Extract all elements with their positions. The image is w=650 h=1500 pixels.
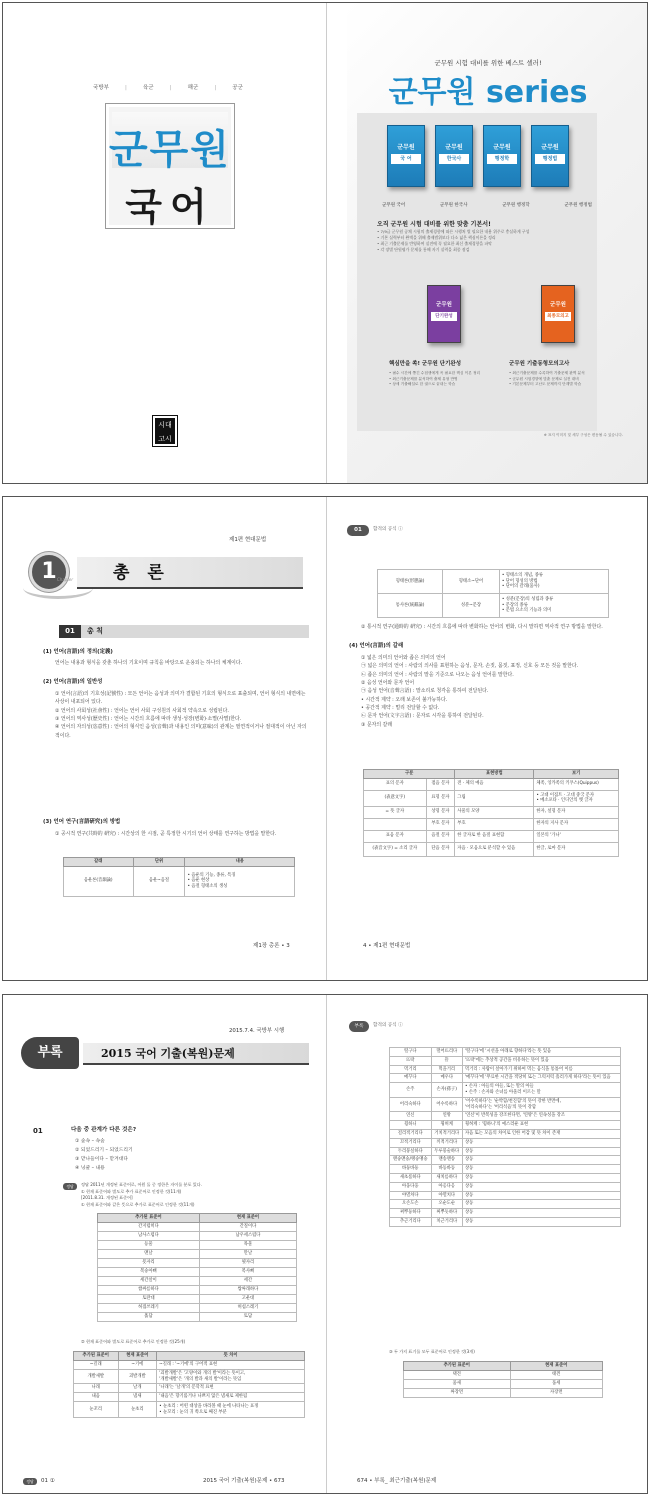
cover-series-meta: 국방부 | 육군 | 해군 | 공군 <box>93 85 243 91</box>
meta-item: 육군 <box>142 85 154 91</box>
paragraph-list: ① 넓은 의미의 언어와 좁은 의미의 언어 ㉠ 넓은 의미의 언어 : 사람의 의사를 표현하는 음성, 문자, 손짓, 몸짓, 표정, 신호 등 모든 것을 말한다. ㉡ 좁은 의미의 언어 : 사람의 말을 기준으로 나오는 음성 언어를 말한다. ② 음성 언어와 문자 언어 ㉠ 음성 언어(音聲言語) : 말소리로 청각을 통하여 전달된다. • 시간적 제약 : 오래 보존이 불가능하다. • 공간적 제약 : 멀리 전달할 수 없다. ㉡ 문자 언어(文字言語) : 문자로 시각을 통하여 전달된다. ③ 문자의 갈래 <box>361 655 579 728</box>
answer-option: ③ 맏나들이다 – 맏겨대다 <box>75 1157 128 1162</box>
table-header: 현재 표준어 <box>118 1352 157 1361</box>
table-row: 등물 목물 <box>98 1240 297 1249</box>
ad-description: • 필수 시간에 쫓긴 수험생에게 꼭 필요한 핵심 이론 정리 • 최근기출문제를 분석하여 출제 유형 반영 • 상세 기출해설로 한 권으로 끝내는 학습 <box>389 371 481 387</box>
chapter-page <box>3 497 326 980</box>
meta-item: 국방부 <box>93 85 109 91</box>
script-table <box>363 769 619 857</box>
table-row: 아웅다웅 아옹다옹 상동 <box>390 1182 621 1191</box>
table-row: 맨숭맨숭/맹숭맹숭 맨송맨송 상동 <box>390 1156 621 1165</box>
table-header: 뜻 차이 <box>157 1352 305 1361</box>
exam-date: 2015.7.4. 국방부 시행 <box>229 1028 285 1034</box>
table-row: 묫자리 묏자리 <box>98 1258 297 1267</box>
standard-word-table <box>97 1213 297 1322</box>
explanation-text: ③ 두 가지 표기를 모두 표준어로 인정한 것(3개) <box>389 1349 475 1354</box>
book-label: 군무원 한국사 <box>439 203 468 208</box>
method-table-cont <box>377 569 609 618</box>
paragraph-list: ① 언어(言語)의 기호성(記號性) : 모든 언어는 음성과 의미가 결합된 기호의 형식으로 표출되며, 언어 형식의 내면에는 사상이 내포되어 있다. ② 언어의 사회성(社會性) : 언어는 언어 사회 구성원의 사회적 약속으로 성립된다. ③ 언어의 역사성(歷史性) : 언어는 시간의 흐름에 따라 생성·성장(변화)·소멸(사멸)한다. ④ 언어의 자의성(恣意性) : 언어의 형식인 음성(音聲)과 내용인 의미(意味)의 관계는 필연적이거나 절대적이 아닌 자의적이다. <box>55 691 307 739</box>
method-table <box>63 857 295 897</box>
table-row: 새초롬하다 새치름하다 상동 <box>390 1173 621 1182</box>
cover-spread <box>2 2 648 484</box>
page-folio: 674 • 부록_ 최근기출(복원)문제 <box>357 1478 437 1484</box>
table-row: 맨날 만날 <box>98 1249 297 1258</box>
page-folio: 4 • 제1편 현대문법 <box>363 943 411 949</box>
appendix-page-right <box>327 995 648 1493</box>
explanation-badge: 정답 <box>63 1183 77 1190</box>
table-row: ~길래 ~기에 ~길래 : '~기에'의 구어적 표현 <box>74 1360 305 1369</box>
table-row: 바둥바둥 바동바동 상동 <box>390 1165 621 1174</box>
table-row: 끄적거리다 끼적거리다 상동 <box>390 1138 621 1147</box>
table-row: 연신 연방 '연신'이 반복성을 강조한다면, '연방'은 연속성을 강조 <box>390 1112 621 1121</box>
ad-description: • 7/9급 군무원 공채 시험의 출제경향에 따른 시행처 별 필요한 내용 위주로 충실하게 구성 • 기본 실력부터 완벽을 위해 출제범위보다 다소 넓은 핵심이론을 정리 • 최근 기출문제를 반영하여 실전에 꼭 필요한 최신 출제경향을 파악 • 각 장별 단원평가 문제를 통해 자기 실력을 최종 점검 <box>377 229 530 253</box>
publisher-seal: 시대 고시 <box>153 416 177 446</box>
book-labels <box>382 203 592 209</box>
ad-page <box>327 3 648 483</box>
table-row: 품새 품세 <box>404 1379 603 1388</box>
appendix-page <box>3 995 326 1493</box>
table-header: 현재 표준어 <box>510 1362 602 1371</box>
table-row: 나래 날개 '나래'는 '날개'의 문학적 표현 <box>74 1384 305 1393</box>
chapter-title: 총 론 <box>113 563 170 583</box>
table-row: 남사스럽다 남우세스럽다 <box>98 1231 297 1240</box>
table-header: 추가된 표준어 <box>404 1362 511 1371</box>
subheading: (3) 언어 연구(言語硏究)의 방법 <box>43 819 121 825</box>
table-row: 통사론(統辭論) 성분~문장 • 성분(문장)의 성립과 종류 • 문장의 종류 • 문법 요소의 기능과 의미 <box>378 594 609 618</box>
table-header: 표현방법 <box>455 770 534 779</box>
ad-tagline: 군무원 시험 대비를 위한 베스트 셀러! <box>434 59 542 67</box>
meaning-table-cont <box>389 1047 621 1227</box>
book-cover: 군무원 행정학 <box>483 125 521 187</box>
answer-key: 01 ① <box>41 1478 55 1484</box>
table-row: 휭하니 힁허케 힁허케 : '휭하니'의 예스러운 표현 <box>390 1121 621 1130</box>
page-folio: 2015 국어 기출(복원)문제 • 673 <box>203 1478 285 1484</box>
paragraph: ① 공시적 연구(共時的 硏究) : 시간상의 한 시점, 곧 특정한 시기의 언어 상태를 연구하는 방법을 말한다. <box>55 831 277 837</box>
ad-heading: 핵심만을 쏙! 군무원 단기완성 <box>389 361 462 367</box>
subheading: (1) 언어(言語)의 정의(定義) <box>43 649 113 655</box>
table-header: 추가된 표준어 <box>98 1214 200 1223</box>
table-row: 흙담 토담 <box>98 1312 297 1321</box>
table-header: 갈래 <box>64 858 134 867</box>
ad-heading: 군무원 기출동형모의고사 <box>509 361 570 367</box>
chapter-number: 1 <box>29 552 69 592</box>
chapter-chip: Chapter <box>57 577 73 582</box>
table-row: 두리뭉실하다 두루뭉술하다 상동 <box>390 1147 621 1156</box>
table-row: 토란대 고운대 <box>98 1294 297 1303</box>
running-badge: 부록 <box>349 1021 369 1032</box>
cover-title: 군무원 <box>109 127 231 173</box>
table-row: 쌉싸름하다 쌉싸래하다 <box>98 1285 297 1294</box>
book-cover: 군무원 국 어 <box>387 125 425 187</box>
table-row: 부호 문자 부호 한자의 지사 문자 <box>364 818 619 830</box>
table-row: 세간살이 세간 <box>98 1276 297 1285</box>
appendix-badge: 부록 <box>21 1037 79 1069</box>
question-text: 다음 중 관계가 다른 것은? <box>71 1127 137 1133</box>
table-row: (表音文字) = 소리 글자 단음 문자 자음 · 모음으로 분석할 수 있음 한글, 로마 문자 <box>364 842 619 856</box>
table-header: 단위 <box>133 858 185 867</box>
cover-page <box>3 3 326 483</box>
table-row: 내음 냄새 '내음'은 향기롭거나 나쁘지 않은 냄새로 제한됨 <box>74 1393 305 1402</box>
ad-heading: 오직 군무원 시험 대비를 위한 맞춤 기본서! <box>377 221 491 228</box>
table-row: 표음 문자 음절 문자 한 글자로 한 음절 표현함 일본의 '가나' <box>364 830 619 842</box>
running-badge: 01 <box>347 525 369 536</box>
dual-standard-table <box>403 1361 603 1398</box>
table-row: 뜨락 뜰 '뜨락'에는 추상적 공간을 비유하는 뜻이 있음 <box>390 1056 621 1065</box>
subheading: (2) 언어(言語)의 일반성 <box>43 679 103 685</box>
answer-option: ② 되었드리기 – 되었드리기 <box>75 1148 133 1153</box>
table-row: 간지럽히다 간질이다 <box>98 1222 297 1231</box>
book-cover: 군무원 최종모의고사 <box>541 285 575 343</box>
section-title: 총 칙 <box>87 627 103 635</box>
table-row: 손주 손자(孫子) • 손자 : 아들의 아들, 또는 딸의 아들 • 손주 : 손자와 손녀를 아울러 이르는 말 <box>390 1083 621 1098</box>
table-header: 추가된 표준어 <box>74 1352 119 1361</box>
table-row: 먹거리 먹을거리 먹거리 : 사람이 살아가기 위하여 먹는 음식을 통틀어 이름 <box>390 1065 621 1074</box>
meta-item: 해군 <box>187 85 199 91</box>
running-head: 합격의 공식 ⓘ <box>373 527 403 532</box>
question-number: 01 <box>33 1127 43 1135</box>
table-row: 허접쓰레기 허섭스레기 <box>98 1303 297 1312</box>
subheading: (4) 언어(言語)의 갈래 <box>349 643 404 649</box>
book-label: 군무원 행정학 <box>502 203 530 208</box>
ad-description: • 최근기출문제를 수록하여 기출문제 완벽 분석 • 군무원 시험경향에 맞춘 문제로 실전 대비 • 기본문제부터 고난도 문제까지 단계별 학습 <box>509 371 585 387</box>
table-header: 보기 <box>534 770 619 779</box>
table-row: 추근거리다 치근거리다 상동 <box>390 1217 621 1226</box>
meaning-table <box>73 1351 305 1418</box>
table-row: 어리숙하다 어수룩하다 '어수룩하다'는 '순박함/천진함'의 뜻이 강한 반면에, '어리숙하다'는 '어리석음'의 뜻이 강함 <box>390 1097 621 1112</box>
table-header: 내용 <box>185 858 295 867</box>
meta-item: 공군 <box>232 85 243 91</box>
table-row: 메꾸다 메우다 '메꾸다'에 '무료한 시간을 적당히 또는 그럭저럭 흘러가게 하다'라는 뜻이 있음 <box>390 1074 621 1083</box>
book-label: 군무원 국어 <box>382 203 406 208</box>
explanation-text: 정답 2011년 개정된 표준어로, 어원 둘 중 정한은 자이를 분포 있다. ① 현재 표준어와 별도로 추가 표준어로 인정한 것(11개) [2011.8.31. 개정된 표준어] ① 현재 표준어와 같은 뜻으로 추가로 표준어로 인정한 것(11개) <box>81 1182 202 1207</box>
table-row: 찌뿌둥하다 찌뿌듯하다 상동 <box>390 1209 621 1218</box>
book-cover: 군무원 한국사 <box>435 125 473 187</box>
table-row: 짜장면 자장면 <box>404 1388 603 1397</box>
table-row: 걸리적거리다 거치적거리다 자음 또는 모음의 차이로 인한 어감 및 뜻 차이 존재 <box>390 1129 621 1138</box>
table-row: (表意文字) 표형 문자 그림 • 고대 이집트 · 고대 중국 문자 • 메소포타 · 인디안의 옛 글자 <box>364 790 619 806</box>
table-row: 복숭아뼈 복사뼈 <box>98 1267 297 1276</box>
ad-footnote: ※ 표지 이미지 및 세부 구성은 변동될 수 있습니다. <box>543 433 623 437</box>
table-row: 눈꼬리 눈초리 • 눈초리 : 어떤 대상을 바라볼 때 눈에 나타나는 표정 • 눈꼬리 : 눈의 귀 쪽으로 째진 부분 <box>74 1402 305 1418</box>
table-row: 떨구다 떨어뜨리다 '떨구다'에 '시선을 아래로 향하다'라는 뜻 있음 <box>390 1048 621 1057</box>
table-header: 현재 표준어 <box>199 1214 296 1223</box>
chapter-spread <box>2 496 648 981</box>
answer-option: ① 숲속 – 속숲 <box>75 1139 105 1144</box>
cover-subject: 국어 <box>125 185 215 229</box>
book-cover: 군무원 단기완성 <box>427 285 461 343</box>
paragraph: 언어는 내용과 형식을 갖춘 하나의 기호이며 규칙을 바탕으로 운용되는 하나의 체계이다. <box>55 660 243 666</box>
book-label: 군무원 행정법 <box>564 203 592 208</box>
book-row <box>387 125 577 187</box>
table-row: 표의 문자 점음 문자 전 · 체의 예음 체족, 잉카족의 키푸스(Quippus) <box>364 778 619 790</box>
table-row: 오손도손 오순도순 상동 <box>390 1200 621 1209</box>
table-row: 음운론(音韻論) 음운~음절 • 음운의 기능, 종류, 특징 • 음운 현상 • 음절 형태소의 생성 <box>64 866 295 896</box>
running-head: 합격의 공식 ⓘ <box>373 1023 403 1028</box>
cover-title-box <box>105 103 235 229</box>
explanation-text: ② 현재 표준어와 별도로 표준어로 추가로 인정한 것(25개) <box>81 1339 186 1344</box>
table-header: 구분 <box>364 770 455 779</box>
part-label: 제1편 현대문법 <box>229 537 267 543</box>
book-cover: 군무원 행정법 <box>531 125 569 187</box>
table-row: 야멸차다 야멸치다 상동 <box>390 1191 621 1200</box>
page-folio: 제1장 총론 • 3 <box>253 943 290 949</box>
chapter-page-right <box>327 497 648 980</box>
section-number: 01 <box>59 625 81 638</box>
ad-title: 군무원 series <box>388 75 588 110</box>
answer-option: ④ 넝쿨 – 내용 <box>75 1166 105 1171</box>
table-row: = 뜻 글자 상형 문자 사물의 모양 한자, 설형 문자 <box>364 806 619 818</box>
answer-badge: 정답 <box>23 1478 37 1485</box>
appendix-spread <box>2 994 648 1494</box>
table-row: 택견 태껸 <box>404 1370 603 1379</box>
paragraph: ② 통시적 연구(通時的 硏究) : 시간의 흐름에 따라 변화하는 언어의 변화, 다시 말하면 역사적 연구 방법을 말한다. <box>361 624 603 630</box>
appendix-title: 2015 국어 기출(복원)문제 <box>101 1047 235 1060</box>
table-row: 형태론(形態論) 형태소~단어 • 형태소의 개념, 종류 • 단어 형성의 방법 • 단어의 갈래(품사) <box>378 570 609 594</box>
table-row: 개발새발 괴발개발 '괴발개발'은 '고양이와 개의 발'이라는 뜻이고, '개발새발'은 '개의 발과 새의 발'이라는 뜻임 <box>74 1369 305 1384</box>
